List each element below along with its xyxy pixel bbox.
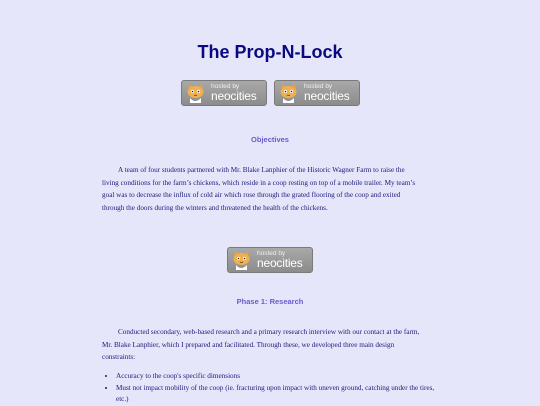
neocities-cat-icon [185,83,207,104]
objectives-heading: Objectives [251,135,289,144]
badge-hosted-by-text: hosted by [257,250,286,257]
neocities-cat-icon [231,250,253,271]
page-title: The Prop-N-Lock [197,42,343,62]
badge-hosted-by-text: hosted by [211,83,240,90]
neocities-badge-2[interactable] [274,80,360,106]
neocities-badge-3[interactable] [227,247,313,273]
badge-hosted-by-text: hosted by [304,83,333,90]
badge-neocities-text: neocities [257,256,303,270]
badge-neocities-text: neocities [211,89,257,103]
neocities-cat-icon [278,83,300,104]
phase1-paragraph: Conducted secondary, web-based research and a primary research interview with our contact at the farm, Mr. Blake Lanphier, which I prepared and facilitated. Through these, we developed three main design constraints: [102,328,420,361]
objectives-paragraph: A team of four students partnered with Mr. Blake Lanphier of the Historic Wagner Farm to raise the living conditions for the farm’s chickens, which reside in a coop resting on top of a mobile trailer. My team’s goal was to decrease the influx of cold air which rose through the grated flooring of the coop and exited through the doors during the winters and threatened the health of the chickens. [102,166,416,212]
list-item: • Accuracy to the coop's specific dimensions [116,371,436,382]
constraints-list [102,371,436,406]
badge-neocities-text: neocities [304,89,350,103]
neocities-badge-1[interactable] [181,80,267,106]
phase1-heading: Phase 1: Research [236,297,304,306]
list-item: • Must not impact mobility of the coop (ie. fracturing upon impact with uneven ground, catching under the tires, etc.) [116,383,436,405]
